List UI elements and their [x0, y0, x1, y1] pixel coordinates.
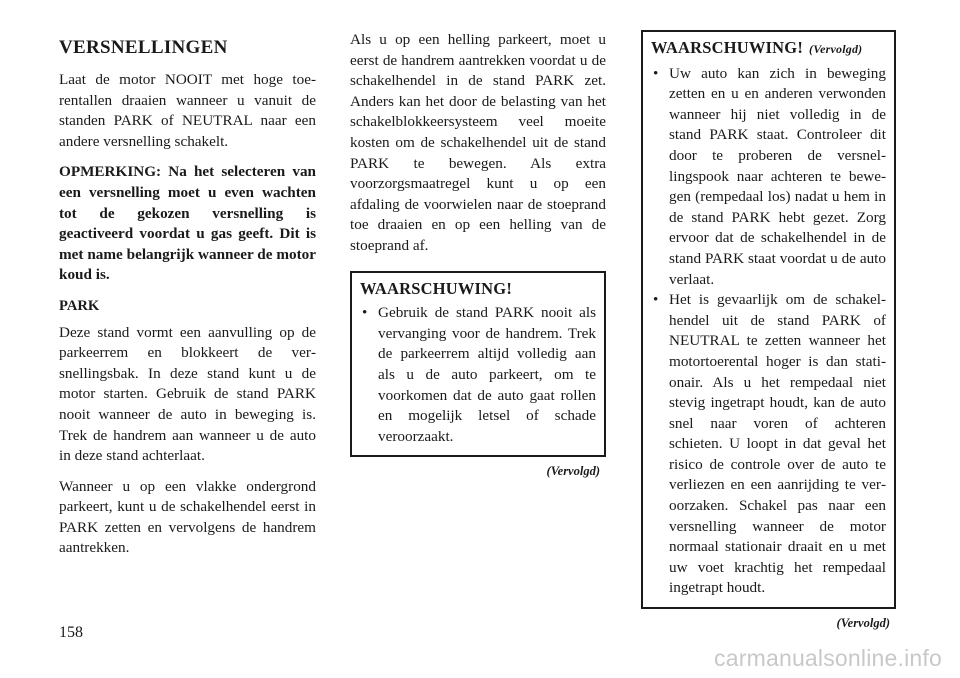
paragraph: Laat de motor NOOIT met hoge toerentallen draaien wanneer u vanuit de standen PARK of NEUTRAL naar een andere versnelling schakelt. [59, 71, 316, 150]
paragraph: Wanneer u op een vlakke ondergrond parkeert, kunt u de schakelhendel eerst in PARK zetten en vervolgens de handrem aantrekken. [59, 477, 316, 557]
continued-label: (Vervolgd) [546, 464, 600, 479]
column-right [641, 30, 896, 634]
warning-item: • Uw auto kan zich in beweging zetten en u en anderen verwonden wanneer hij niet volledig in de stand PARK staat. Controleer dit door te proberen de versnellingspook naar achteren te bewegen (rempedaal los) nadat u hem in de stand PARK hebt gezet. Zorg ervoor dat de schakelhendel in de stand PARK staat voordat u de auto verlaat. [651, 64, 886, 291]
warning-box [641, 30, 896, 609]
paragraph: Als u op een helling parkeert, moet u eerst de handrem aantrekken voordat u de schakelhendel in de stand PARK zet. Anders kan het door de belasting van het schakelblokkeersysteem veel moeite kosten om de schakelhendel uit de stand PARK te bewegen. Als extra voorzorgsmaatregel kunt u op een afdaling de voorwielen naar de stoeprand toe draaien en op een helling van de stoeprand af. [350, 31, 606, 254]
column-left [59, 30, 316, 569]
note-paragraph: OPMERKING: Na het selecteren van een versnelling moet u even wachten tot de gekozen versnelling is geactiveerd voordat u gas geeft. Dit is met name belangrijk wanneer de motor koud is. [59, 163, 316, 284]
warning-title-continued: (Vervolgd) [809, 42, 863, 56]
warning-item: • Gebruik de stand PARK nooit als vervanging voor de handrem. Trek de parkeerrem altijd volledig aan als u de auto parkeert, om te voorkomen dat de auto gaat rollen en mogelijk letsel of schade veroorzaakt. [360, 303, 596, 447]
warning-item: • Het is gevaarlijk om de schakelhendel uit de stand PARK of NEUTRAL te zetten wanneer het motortoerental hoger is dan stationair. Als u het rempedaal niet stevig ingetrapt houdt, kan de auto snel naar voren of achteren schieten. U loopt in dat geval het risico de controle over de auto te verliezen en een aanrijding te veroorzaken. Schakel pas naar een versnelling wanneer de motor normaal stationair draait en u met uw voet krachtig het rempedaal ingetrapt houdt. [651, 290, 886, 599]
column-middle [350, 30, 606, 482]
warning-title [360, 279, 596, 300]
warning-title-text: WAARSCHUWING! [360, 278, 513, 298]
warning-title-text: WAARSCHUWING! [651, 38, 804, 57]
watermark: carmanualsonline.info [714, 645, 942, 671]
warning-box [350, 271, 606, 458]
subheading-park: PARK [59, 297, 100, 314]
warning-list [651, 64, 886, 599]
section-heading: VERSNELLINGEN [59, 37, 228, 58]
continued-label: (Vervolgd) [836, 616, 890, 631]
paragraph: Deze stand vormt een aanvulling op de parkeerrem en blokkeert de versnellingsbak. In deze stand kunt u de motor starten. Gebruik de stand PARK nooit wanneer de auto in beweging is. Trek de handrem aan wanneer u de auto in deze stand achterlaat. [59, 323, 316, 465]
warning-list [360, 303, 596, 447]
page-number: 158 [59, 624, 83, 641]
warning-title [651, 38, 886, 60]
